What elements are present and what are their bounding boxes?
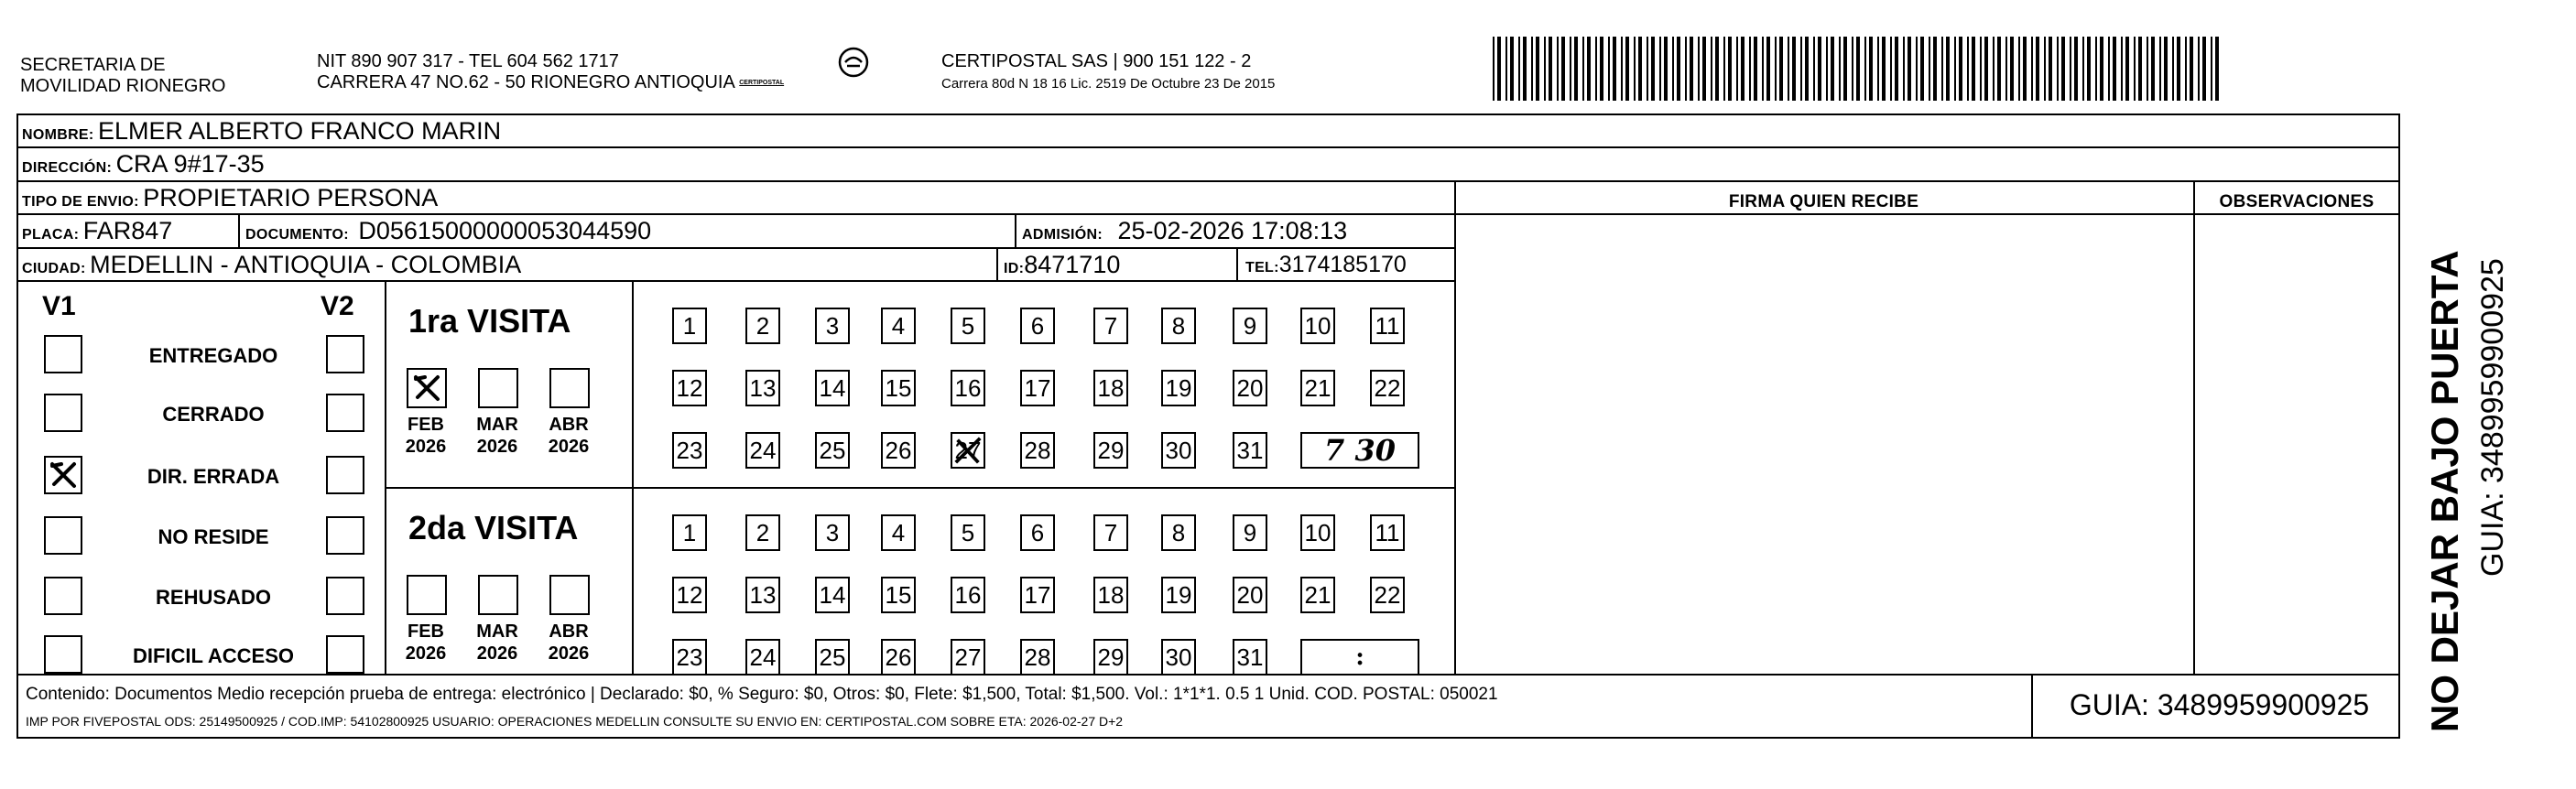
month-year: 2026 <box>548 437 590 457</box>
barcode-bar <box>1557 37 1559 101</box>
documento-value: D05615000000053044590 <box>358 217 652 244</box>
barcode-bar <box>2177 37 2180 101</box>
visit-month-label <box>397 621 454 665</box>
barcode-bar <box>2100 37 2103 101</box>
barcode-bar <box>1762 37 1764 101</box>
barcode-bar <box>1895 37 1898 101</box>
status-label: ENTREGADO <box>148 344 278 367</box>
tipo-envio-label: TIPO DE ENVIO: <box>22 194 139 210</box>
barcode-bar <box>1595 37 1597 101</box>
visit-day-box[interactable]: 22 <box>1370 370 1405 406</box>
barcode-bar <box>1659 37 1661 101</box>
visit-day-box[interactable]: 23 <box>672 639 707 676</box>
barcode-bar <box>2087 37 2091 101</box>
barcode-bar <box>1711 37 1712 101</box>
barcode-bar <box>1621 37 1623 101</box>
v1-checkbox[interactable] <box>44 456 82 494</box>
v1-checkbox[interactable] <box>44 516 82 555</box>
status-label: CERRADO <box>162 403 265 426</box>
nombre-row <box>22 118 501 148</box>
barcode-bar <box>1570 37 1571 101</box>
status-label: NO RESIDE <box>158 525 269 548</box>
barcode-bar <box>2057 37 2059 101</box>
visit-month-label <box>469 621 526 665</box>
barcode-bar <box>1997 37 2001 101</box>
month-year: 2026 <box>405 437 447 457</box>
barcode-bar <box>1856 37 1860 101</box>
visit-day-box[interactable]: 8 <box>1161 514 1196 551</box>
admision-value: 25-02-2026 17:08:13 <box>1117 217 1348 244</box>
barcode-bar <box>1813 37 1815 101</box>
barcode-bar <box>2159 37 2161 101</box>
month-year: 2026 <box>405 643 447 664</box>
barcode-bar <box>1754 37 1757 101</box>
issuer-line-1: SECRETARIA DE <box>20 55 166 75</box>
month-name: FEB <box>408 415 444 435</box>
day-number: 27 <box>954 436 982 464</box>
v2-checkbox[interactable] <box>326 577 364 615</box>
visit-day-box[interactable]: 2 <box>745 514 780 551</box>
direccion-row <box>22 151 265 181</box>
visit-title: 1ra VISITA <box>408 302 571 340</box>
barcode-bar <box>1903 37 1905 101</box>
day-strike-icon <box>952 434 984 467</box>
barcode-bar <box>2151 37 2155 101</box>
visit-day-box[interactable]: 3 <box>815 308 850 344</box>
documento-cell <box>245 218 651 248</box>
visit-month-checkbox[interactable] <box>407 368 447 408</box>
visit-day-box[interactable]: 12 <box>672 577 707 613</box>
v2-checkbox[interactable] <box>326 635 364 674</box>
status-label: DIFICIL ACCESO <box>132 644 294 667</box>
barcode-bar <box>1967 37 1969 101</box>
barcode-bar <box>1736 37 1738 101</box>
barcode-bar <box>2125 37 2129 101</box>
month-year: 2026 <box>548 643 590 664</box>
barcode-bar <box>1831 37 1834 101</box>
imp-line: IMP POR FIVEPOSTAL ODS: 25149500925 / COD.IMP: 54102800925 USUARIO: OPERACIONES MEDELLIN CONSULTE SU ENVIO EN: CERTIPOSTAL.COM SOBRE ETA: 2026-02-27 D+2 <box>26 714 1124 729</box>
v1-checkbox[interactable] <box>44 635 82 674</box>
barcode-bar <box>1826 37 1828 101</box>
barcode-icon <box>1493 37 2222 101</box>
courier-license: Carrera 80d N 18 16 Lic. 2519 De Octubre 23 De 2015 <box>941 76 1276 92</box>
barcode-bar <box>1864 37 1866 101</box>
barcode-bar <box>1843 37 1847 101</box>
barcode-bar <box>2044 37 2046 101</box>
observaciones-header: OBSERVACIONES <box>2219 192 2375 211</box>
barcode-bar <box>1775 37 1777 101</box>
visit-day-box[interactable]: 1 <box>672 514 707 551</box>
barcode-bar <box>1877 37 1879 101</box>
barcode-bar <box>1561 37 1565 101</box>
visit-day-box[interactable]: 11 <box>1370 514 1405 551</box>
barcode-bar <box>2138 37 2142 101</box>
barcode-bar <box>1685 37 1687 101</box>
v1-checkbox[interactable] <box>44 394 82 432</box>
barcode-bar <box>2134 37 2136 101</box>
visit-day-box[interactable]: 9 <box>1233 308 1267 344</box>
barcode-bar <box>2198 37 2200 101</box>
barcode-bar <box>1672 37 1674 101</box>
barcode-bar <box>1505 37 1507 101</box>
visit-day-box[interactable]: 26 <box>881 432 916 469</box>
placa-label: PLACA: <box>22 227 80 243</box>
visit-day-box[interactable]: 16 <box>951 577 985 613</box>
barcode-bar <box>2211 37 2212 101</box>
barcode-bar <box>1613 37 1616 101</box>
visit-month-checkbox[interactable] <box>478 575 518 615</box>
ciudad-label: CIUDAD: <box>22 261 86 276</box>
month-name: MAR <box>476 621 518 642</box>
certipostal-logo-icon <box>835 46 872 82</box>
barcode-bar <box>1493 37 1495 101</box>
visit-month-checkbox[interactable] <box>549 575 590 615</box>
visit-day-box[interactable]: 19 <box>1161 577 1196 613</box>
visit-day-box[interactable]: 19 <box>1161 370 1196 406</box>
month-year: 2026 <box>476 643 518 664</box>
barcode-bar <box>1908 37 1911 101</box>
barcode-bar <box>1518 37 1520 101</box>
visit-day-box[interactable]: 8 <box>1161 308 1196 344</box>
barcode-bar <box>1690 37 1693 101</box>
no-dejar-bajo-puerta: NO DEJAR BAJO PUERTA <box>2423 250 2466 732</box>
month-name: MAR <box>476 415 518 435</box>
v1-checkbox[interactable] <box>44 335 82 373</box>
tel-label: TEL: <box>1245 260 1279 276</box>
visit-day-box[interactable]: 7 <box>1093 308 1128 344</box>
visit-month-label <box>540 414 597 458</box>
visit-day-box[interactable]: 24 <box>745 432 780 469</box>
barcode-bar <box>1766 37 1770 101</box>
tipo-envio-row <box>22 185 438 215</box>
barcode-bar <box>2005 37 2007 101</box>
visit-day-box[interactable]: 5 <box>951 514 985 551</box>
v2-checkbox[interactable] <box>326 335 364 373</box>
status-label: REHUSADO <box>156 586 271 609</box>
visit-day-box[interactable]: 12 <box>672 370 707 406</box>
visit-day-box[interactable]: 2 <box>745 308 780 344</box>
id-value: 8471710 <box>1024 251 1121 278</box>
placa-cell <box>22 218 172 248</box>
barcode-bar <box>1916 37 1918 101</box>
barcode-bar <box>1651 37 1655 101</box>
barcode-bar <box>2164 37 2168 101</box>
visit-day-box[interactable]: 21 <box>1300 370 1335 406</box>
visit-day-box[interactable]: 14 <box>815 577 850 613</box>
visit-day-box[interactable]: 25 <box>815 639 850 676</box>
visit-day-box[interactable]: 18 <box>1093 370 1128 406</box>
barcode-bar <box>1587 37 1591 101</box>
barcode-bar <box>1984 37 1988 101</box>
visit-time-box[interactable]: : <box>1300 639 1419 676</box>
barcode-bar <box>1549 37 1552 101</box>
barcode-bar <box>1608 37 1610 101</box>
visit-day-box[interactable]: 31 <box>1233 639 1267 676</box>
visit-month-label <box>540 621 597 665</box>
visit-day-box[interactable]: 30 <box>1161 639 1196 676</box>
barcode-bar <box>1600 37 1603 101</box>
ciudad-value: MEDELLIN - ANTIOQUIA - COLOMBIA <box>90 251 522 278</box>
barcode-bar <box>1497 37 1501 101</box>
status-label: DIR. ERRADA <box>147 465 280 488</box>
visit-day-box[interactable]: 6 <box>1020 514 1055 551</box>
issuer-contact <box>317 51 784 93</box>
barcode-bar <box>2185 37 2187 101</box>
barcode-bar <box>2202 37 2206 101</box>
barcode-bar <box>2061 37 2065 101</box>
visit-day-box[interactable]: 3 <box>815 514 850 551</box>
nit-line: NIT 890 907 317 - TEL 604 562 1717 <box>317 51 619 71</box>
visit-day-box[interactable]: 4 <box>881 514 916 551</box>
month-name: ABR <box>549 621 589 642</box>
visit-day-box[interactable]: 7 <box>1093 514 1128 551</box>
tel-value: 3174185170 <box>1278 252 1407 277</box>
barcode-bar <box>1510 37 1514 101</box>
placa-value: FAR847 <box>82 217 173 244</box>
barcode-bar <box>1869 37 1873 101</box>
visit-day-box[interactable]: 13 <box>745 370 780 406</box>
barcode-bar <box>1954 37 1956 101</box>
visit-month-label <box>397 414 454 458</box>
barcode-bar <box>1882 37 1886 101</box>
visit-day-box[interactable]: 1 <box>672 308 707 344</box>
barcode-bar <box>1634 37 1636 101</box>
barcode-bar <box>2147 37 2148 101</box>
barcode-bar <box>1805 37 1809 101</box>
visit-day-box[interactable]: 26 <box>881 639 916 676</box>
visit-day-box[interactable]: 29 <box>1093 432 1128 469</box>
barcode-bar <box>1638 37 1642 101</box>
visit-month-checkbox[interactable] <box>478 368 518 408</box>
barcode-bar <box>1800 37 1802 101</box>
visit-day-box[interactable]: 17 <box>1020 577 1055 613</box>
visit-month-label <box>469 414 526 458</box>
id-label: ID: <box>1004 261 1025 276</box>
barcode-bar <box>1818 37 1821 101</box>
barcode-bar <box>2190 37 2193 101</box>
barcode-bar <box>2095 37 2097 101</box>
barcode-bar <box>1715 37 1719 101</box>
barcode-bar <box>1523 37 1527 101</box>
visit-day-box[interactable]: 29 <box>1093 639 1128 676</box>
v2-label: V2 <box>321 291 354 321</box>
id-cell <box>1004 252 1120 282</box>
barcode-bar <box>1933 37 1937 101</box>
barcode-bar <box>1852 37 1853 101</box>
visit-time-box[interactable]: 7 30 <box>1300 432 1419 469</box>
barcode-bar <box>1972 37 1975 101</box>
visit-day-box[interactable]: 28 <box>1020 432 1055 469</box>
barcode-bar <box>1647 37 1648 101</box>
visit-day-box[interactable]: 9 <box>1233 514 1267 551</box>
barcode-bar <box>2018 37 2020 101</box>
barcode-bar <box>2070 37 2071 101</box>
barcode-bar <box>1890 37 1892 101</box>
barcode-bar <box>1839 37 1841 101</box>
visit-day-box[interactable]: 24 <box>745 639 780 676</box>
month-name: ABR <box>549 415 589 435</box>
visit-day-box[interactable]: 14 <box>815 370 850 406</box>
issuer-line-2: MOVILIDAD RIONEGRO <box>20 76 226 96</box>
visit-day-box[interactable]: 18 <box>1093 577 1128 613</box>
barcode-bar <box>1980 37 1982 101</box>
barcode-bar <box>1625 37 1629 101</box>
barcode-bar <box>1574 37 1578 101</box>
contenido-line: Contenido: Documentos Medio recepción prueba de entrega: electrónico | Declarado: $0, % Seguro: $0, Otros: $0, Flete: $1,500, Total: $1,500. Vol.: 1*1*1. 0.5 1 Unid. COD. POSTAL: 050021 <box>26 685 1498 704</box>
barcode-bar <box>1792 37 1796 101</box>
barcode-bar <box>1741 37 1745 101</box>
visit-day-box[interactable]: 21 <box>1300 577 1335 613</box>
courier-line: CERTIPOSTAL SAS | 900 151 122 - 2 <box>941 51 1252 71</box>
address-line: CARRERA 47 NO.62 - 50 RIONEGRO ANTIOQUIA CERTIPOSTAL <box>317 72 785 92</box>
visit-month-checkbox[interactable] <box>549 368 590 408</box>
barcode-bar <box>2215 37 2219 101</box>
admision-cell <box>1022 218 1347 248</box>
barcode-bar <box>1702 37 1706 101</box>
barcode-bar <box>2074 37 2078 101</box>
direccion-label: DIRECCIÓN: <box>22 160 113 176</box>
barcode-bar <box>1544 37 1546 101</box>
barcode-bar <box>1749 37 1751 101</box>
side-guia: GUIA: 3489959900925 <box>2475 258 2510 577</box>
barcode-bar <box>2010 37 2014 101</box>
visit-day-box[interactable] <box>951 432 985 469</box>
visit-day-box[interactable]: 13 <box>745 577 780 613</box>
guia-box: GUIA: 3489959900925 <box>2069 688 2370 721</box>
visit-day-box[interactable]: 6 <box>1020 308 1055 344</box>
barcode-bar <box>1779 37 1783 101</box>
barcode-bar <box>1946 37 1950 101</box>
barcode-bar <box>1728 37 1732 101</box>
barcode-bar <box>2113 37 2116 101</box>
barcode-bar <box>1698 37 1700 101</box>
barcode-bar <box>2172 37 2174 101</box>
visit-day-box[interactable]: 28 <box>1020 639 1055 676</box>
v2-checkbox[interactable] <box>326 394 364 432</box>
barcode-bar <box>2031 37 2033 101</box>
issuer-name <box>20 55 225 97</box>
visit-day-box[interactable]: 15 <box>881 370 916 406</box>
barcode-bar <box>1920 37 1924 101</box>
barcode-bar <box>1723 37 1725 101</box>
firma-header: FIRMA QUIEN RECIBE <box>1728 192 1919 211</box>
barcode-bar <box>1536 37 1539 101</box>
tel-cell <box>1245 252 1407 281</box>
tipo-envio-value: PROPIETARIO PERSONA <box>143 184 439 211</box>
visit-day-box[interactable]: 30 <box>1161 432 1196 469</box>
visit-day-box[interactable]: 20 <box>1233 370 1267 406</box>
nombre-label: NOMBRE: <box>22 127 94 143</box>
barcode-bar <box>1677 37 1680 101</box>
barcode-bar <box>2049 37 2052 101</box>
direccion-value: CRA 9#17-35 <box>115 150 265 178</box>
logo-text: CERTIPOSTAL <box>739 80 785 86</box>
nombre-value: ELMER ALBERTO FRANCO MARIN <box>98 117 502 145</box>
barcode-bar <box>1929 37 1930 101</box>
visit-day-box[interactable]: 25 <box>815 432 850 469</box>
barcode-bar <box>1531 37 1533 101</box>
barcode-bar <box>1993 37 1994 101</box>
visit-day-box[interactable]: 22 <box>1370 577 1405 613</box>
barcode-bar <box>1788 37 1789 101</box>
visit-day-box[interactable]: 20 <box>1233 577 1267 613</box>
barcode-bar <box>1664 37 1668 101</box>
visit-day-box[interactable]: 31 <box>1233 432 1267 469</box>
barcode-bar <box>2108 37 2110 101</box>
visit-day-box[interactable]: 27 <box>951 639 985 676</box>
month-year: 2026 <box>476 437 518 457</box>
barcode-bar <box>2036 37 2039 101</box>
barcode-bar <box>2023 37 2027 101</box>
barcode-bar <box>2121 37 2123 101</box>
visit-day-box[interactable]: 16 <box>951 370 985 406</box>
visit-day-box[interactable]: 17 <box>1020 370 1055 406</box>
visit-day-box[interactable]: 11 <box>1370 308 1405 344</box>
barcode-bar <box>1582 37 1584 101</box>
v1-label: V1 <box>42 291 76 321</box>
visit-month-checkbox[interactable] <box>407 575 447 615</box>
visit-day-box[interactable]: 23 <box>672 432 707 469</box>
admision-label: ADMISIÓN: <box>1022 227 1103 243</box>
v2-checkbox[interactable] <box>326 516 364 555</box>
barcode-bar <box>2082 37 2084 101</box>
ciudad-cell <box>22 252 521 282</box>
visit-day-box[interactable]: 10 <box>1300 308 1335 344</box>
barcode-bar <box>1941 37 1943 101</box>
visit-day-box[interactable]: 5 <box>951 308 985 344</box>
v1-checkbox[interactable] <box>44 577 82 615</box>
visit-title: 2da VISITA <box>408 509 579 546</box>
documento-label: DOCUMENTO: <box>245 227 349 243</box>
visit-day-box[interactable]: 10 <box>1300 514 1335 551</box>
visit-day-box[interactable]: 4 <box>881 308 916 344</box>
month-name: FEB <box>408 621 444 642</box>
barcode-bar <box>1959 37 1962 101</box>
v2-checkbox[interactable] <box>326 456 364 494</box>
visit-day-box[interactable]: 15 <box>881 577 916 613</box>
